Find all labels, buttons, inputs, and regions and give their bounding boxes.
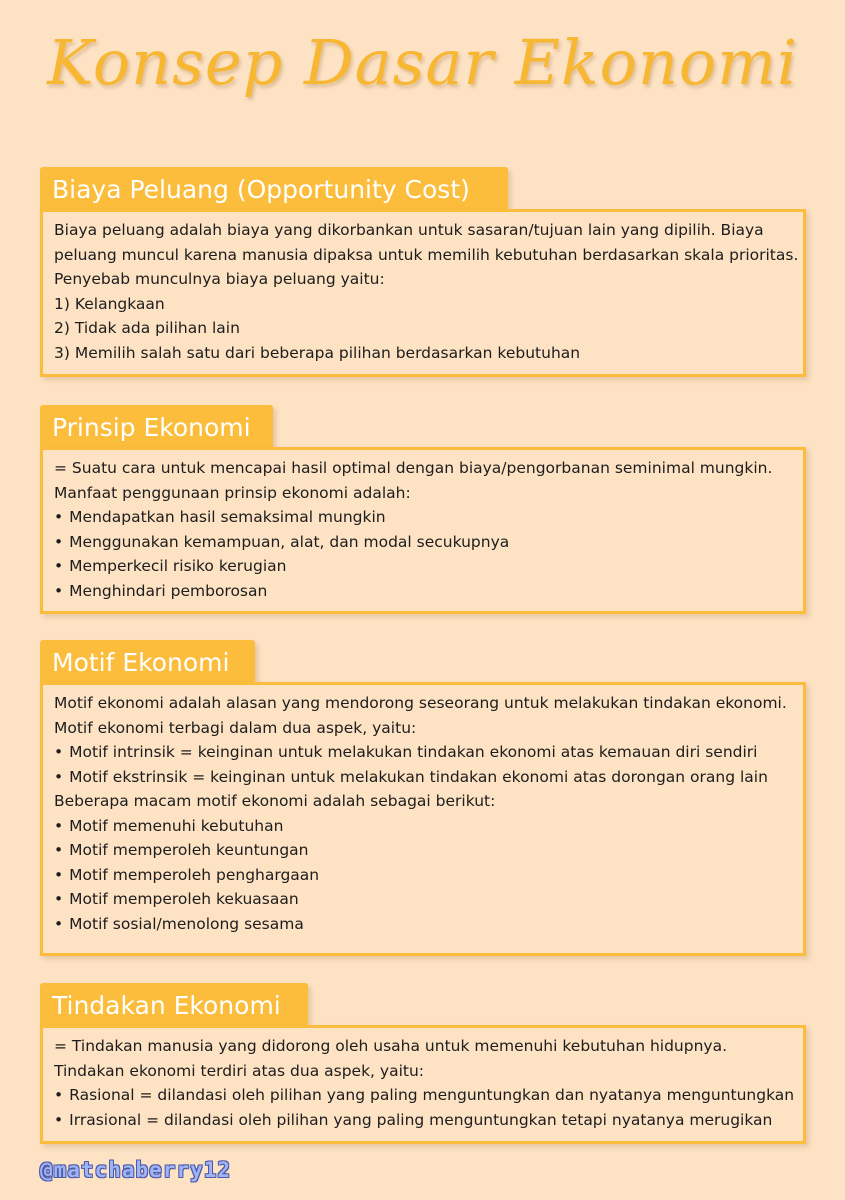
section-content	[40, 1025, 806, 1144]
list-item: • Motif sosial/menolong sesama	[54, 912, 792, 937]
list-item: • Motif memperoleh keuntungan	[54, 838, 792, 863]
list-item: 2) Tidak ada pilihan lain	[54, 319, 240, 337]
text-line: Motif ekonomi terbagi dalam dua aspek, yaitu:	[54, 718, 417, 737]
list-item: • Motif memperoleh penghargaan	[54, 863, 792, 888]
text-line: Beberapa macam motif ekonomi adalah sebagai berikut:	[54, 792, 496, 810]
list-item: • Rasional = dilandasi oleh pilihan yang paling menguntungkan dan nyatanya menguntungkan	[54, 1083, 792, 1108]
text-line: Motif ekonomi adalah alasan yang mendorong seseorang untuk melakukan tindakan ekonomi.	[54, 694, 787, 712]
text-line: = Tindakan manusia yang didorong oleh usaha untuk memenuhi kebutuhan hidupnya.	[54, 1037, 728, 1055]
list-item: • Motif memperoleh kekuasaan	[54, 887, 792, 912]
list-item: • Menghindari pemborosan	[54, 579, 792, 604]
page-title: Konsep Dasar Ekonomi	[47, 26, 798, 99]
section-heading: Prinsip Ekonomi	[40, 405, 273, 450]
text-line: Biaya peluang adalah biaya yang dikorbankan untuk sasaran/tujuan lain yang dipilih. Biaya	[54, 221, 764, 239]
section-heading: Biaya Peluang (Opportunity Cost)	[40, 167, 508, 212]
section-heading: Tindakan Ekonomi	[40, 983, 308, 1028]
author-credit: @matchaberry12	[40, 1158, 232, 1182]
text-line: Penyebab munculnya biaya peluang yaitu:	[54, 270, 385, 288]
list-item: • Irrasional = dilandasi oleh pilihan yang paling menguntungkan tetapi nyatanya merugikan	[54, 1108, 792, 1133]
list-item: • Menggunakan kemampuan, alat, dan modal secukupnya	[54, 530, 792, 555]
list-item: • Motif ekstrinsik = keinginan untuk melakukan tindakan ekonomi atas dorongan orang lain	[54, 765, 792, 790]
list-item: 1) Kelangkaan	[54, 294, 165, 313]
section-heading: Motif Ekonomi	[40, 640, 255, 685]
text-line: peluang muncul karena manusia dipaksa untuk memilih kebutuhan berdasarkan skala prioritas.	[54, 245, 799, 264]
list-item: 3) Memilih salah satu dari beberapa pilihan berdasarkan kebutuhan	[54, 343, 581, 362]
text-line: Tindakan ekonomi terdiri atas dua aspek, yaitu:	[54, 1061, 425, 1080]
list-item: • Motif memenuhi kebutuhan	[54, 814, 792, 839]
section-content	[40, 682, 806, 956]
text-line: = Suatu cara untuk mencapai hasil optimal dengan biaya/pengorbanan seminimal mungkin.	[54, 459, 773, 477]
text-line: Manfaat penggunaan prinsip ekonomi adalah:	[54, 483, 411, 502]
list-item: • Motif intrinsik = keinginan untuk melakukan tindakan ekonomi atas kemauan diri sendiri	[54, 740, 792, 765]
section-content	[40, 447, 806, 614]
section-content	[40, 209, 806, 377]
list-item: • Memperkecil risiko kerugian	[54, 554, 792, 579]
list-item: • Mendapatkan hasil semaksimal mungkin	[54, 505, 792, 530]
